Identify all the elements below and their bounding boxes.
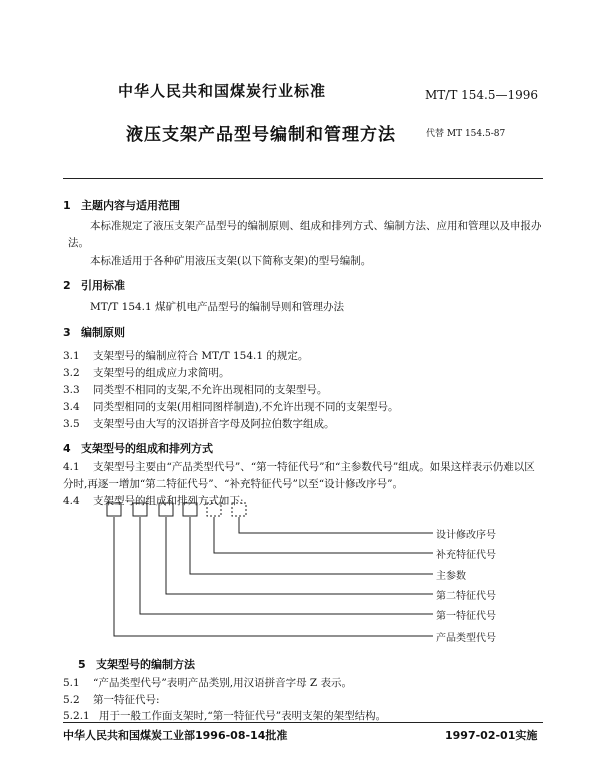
label-main-parameter: 主参数	[436, 571, 466, 582]
box-design-revision	[232, 503, 246, 516]
box-main-parameter	[183, 503, 197, 516]
label-supplementary-feature: 补充特征代号	[436, 550, 496, 561]
clause-number: 3.4	[63, 401, 80, 413]
section-title: 编制原则	[81, 326, 125, 339]
clause-number: 3.5	[63, 418, 80, 430]
clause-number: 5.2.1	[63, 710, 90, 722]
referenced-standard: MT/T 154.1 煤矿机电产品型号的编制导则和管理办法	[90, 301, 345, 313]
section-title: 支架型号的组成和排列方式	[81, 442, 213, 455]
section-number: 3	[63, 326, 71, 339]
section-number: 1	[63, 199, 71, 212]
footer-divider	[63, 722, 543, 723]
clause-text: “产品类型代号”表明产品类别,用汉语拼音字母 Z 表示。	[93, 677, 353, 689]
section-title: 支架型号的编制方法	[96, 658, 195, 671]
clause-text: 第一特征代号:	[93, 694, 160, 706]
section-1-paragraph-1: 本标准规定了液压支架产品型号的编制原则、组成和排列方式、编制方法、应用和管理以及申报办法。	[68, 220, 542, 249]
clause-4-1-text: 支架型号主要由“产品类型代号”、“第一特征代号”和“主参数代号”组成。如果这样表示仍难以区分时,再逐一增加“第二特征代号”、“补充特征代号”以至“设计修改序号”。	[63, 461, 535, 490]
leader-design-revision	[239, 517, 433, 533]
box-first-feature	[133, 503, 147, 516]
leader-first-feature	[140, 517, 433, 614]
replaces-note: 代替 MT 154.5-87	[426, 129, 506, 139]
section-title: 主题内容与适用范围	[81, 199, 180, 212]
label-second-feature: 第二特征代号	[436, 591, 496, 602]
clause-number: 3.1	[63, 350, 80, 362]
label-first-feature: 第一特征代号	[436, 611, 496, 622]
leader-main-parameter	[190, 517, 433, 574]
leader-product-type	[114, 517, 433, 636]
clause-number: 5.1	[63, 677, 80, 689]
clause-text: 支架型号的组成应力求简明。	[93, 367, 230, 379]
standard-code: MT/T 154.5—1996	[425, 88, 539, 102]
clause-5-2	[63, 692, 160, 707]
clause-number: 3.3	[63, 384, 80, 396]
box-supplementary-feature	[207, 503, 221, 516]
label-product-type: 产品类型代号	[436, 633, 496, 644]
section-1-paragraph-2: 本标准适用于各种矿用液压支架(以下简称支架)的型号编制。	[90, 255, 372, 267]
section-title: 引用标准	[81, 279, 125, 292]
clause-text: 支架型号的组成和排列方式如下:	[93, 495, 244, 507]
box-second-feature	[159, 503, 173, 516]
box-product-type	[107, 503, 121, 516]
section-number: 4	[63, 442, 71, 455]
leader-second-feature	[166, 517, 433, 594]
section-number: 5	[78, 658, 86, 671]
standard-title: 中华人民共和国煤炭行业标准	[118, 82, 327, 100]
label-design-revision: 设计修改序号	[436, 530, 496, 541]
clause-text: 同类型不相同的支架,不允许出现相同的支架型号。	[93, 384, 328, 396]
approval-line: 中华人民共和国煤炭工业部1996-08-14批准	[63, 729, 288, 742]
section-5-heading	[78, 656, 195, 672]
clause-number: 5.2	[63, 694, 80, 706]
clause-text: 支架型号的编制应符合 MT/T 154.1 的规定。	[93, 350, 309, 362]
clause-number: 4.1	[63, 461, 80, 473]
clause-text: 支架型号由大写的汉语拼音字母及阿拉伯数字组成。	[93, 418, 335, 430]
document-title: 液压支架产品型号编制和管理方法	[126, 125, 396, 145]
clause-number: 4.4	[63, 495, 80, 507]
clause-text: 同类型相同的支架(用相同图样制造),不允许出现不同的支架型号。	[93, 401, 399, 413]
clause-5-2-1	[63, 708, 386, 723]
effective-date: 1997-02-01实施	[445, 729, 538, 742]
clause-5-1	[63, 675, 352, 690]
clause-number: 3.2	[63, 367, 80, 379]
section-number: 2	[63, 279, 71, 292]
leader-supplementary-feature	[214, 517, 433, 553]
clause-text: 用于一般工作面支架时,“第一特征代号”表明支架的架型结构。	[99, 710, 387, 722]
